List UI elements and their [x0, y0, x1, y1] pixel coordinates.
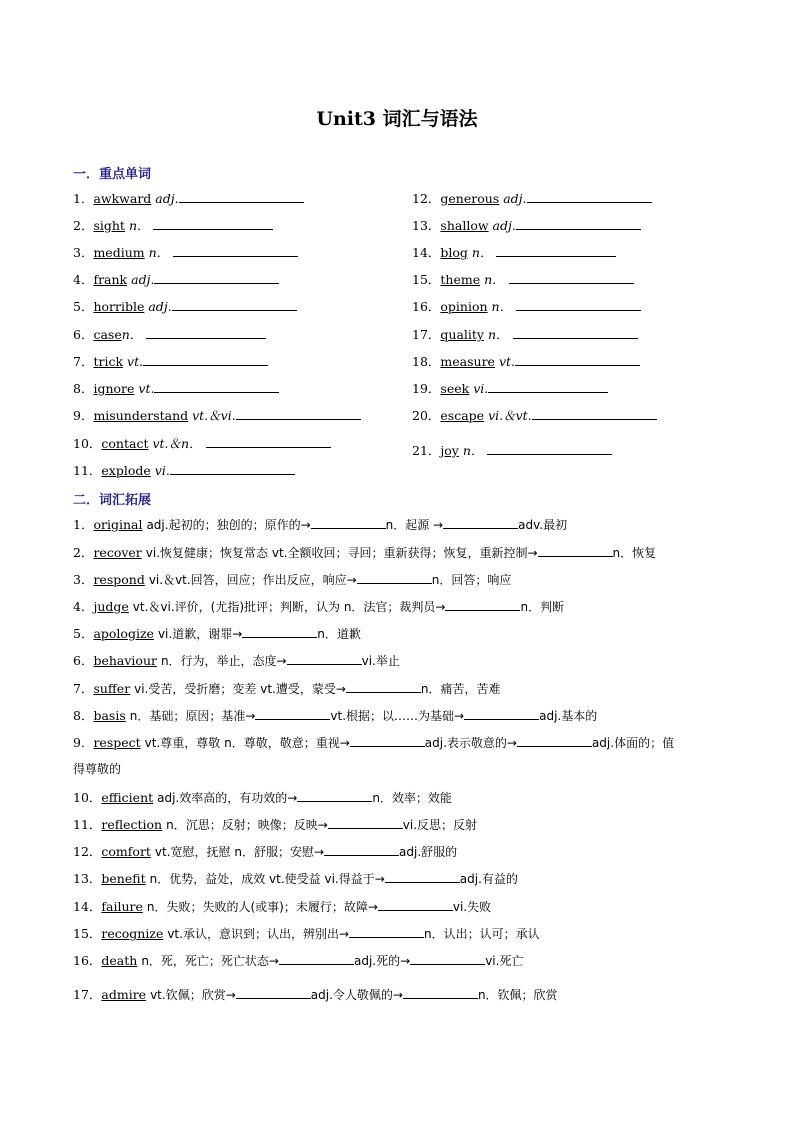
- list-item: 16．opinion n．: [412, 298, 641, 315]
- list-item: 16．death n．死，死亡；死亡状态→ adj.死的→ vi.死亡: [73, 953, 524, 968]
- answer-blank[interactable]: [170, 462, 295, 475]
- answer-blank[interactable]: [173, 244, 298, 257]
- answer-blank[interactable]: [206, 435, 331, 448]
- list-item: 19．seek vi.: [412, 380, 608, 397]
- list-item: 13．benefit n．优势，益处，成效 vt.使受益 vi.得益于→ adj.有益的: [73, 871, 518, 886]
- list-item: 20．escape vi.＆vt.: [412, 407, 657, 424]
- list-item: 3．medium n．: [73, 244, 298, 261]
- list-item: 6．behaviour n．行为，举止，态度→ vi.举止: [73, 653, 400, 668]
- list-item: 2．recover vi.恢复健康；恢复常态 vt.全额收回；寻回；重新获得；恢复，重新控制→ n．恢复: [73, 545, 657, 560]
- answer-blank[interactable]: [488, 380, 608, 393]
- answer-blank[interactable]: [357, 571, 432, 584]
- answer-blank[interactable]: [403, 986, 478, 999]
- answer-blank[interactable]: [496, 244, 616, 257]
- answer-blank[interactable]: [328, 816, 403, 829]
- answer-blank[interactable]: [236, 986, 311, 999]
- list-item: 6．casen．: [73, 326, 266, 343]
- list-item: 9．misunderstand vt.＆vi.: [73, 407, 361, 424]
- answer-blank[interactable]: [324, 843, 399, 856]
- answer-blank[interactable]: [410, 952, 485, 965]
- list-item: 9．respect vt.尊重，尊敬 n．尊敬，敬意；重视→ adj.表示敬意的→ adj.体面的；值: [73, 735, 675, 750]
- page-title: Unit3 词汇与语法: [316, 108, 478, 130]
- answer-blank[interactable]: [179, 190, 304, 203]
- list-item: 15．recognize vt.承认，意识到；认出，辨别出→ n．认出；认可；承认: [73, 926, 540, 941]
- list-item: 21．joy n．: [412, 442, 612, 459]
- answer-blank[interactable]: [154, 271, 279, 284]
- list-item: 10．contact vt.＆n．: [73, 435, 331, 452]
- answer-blank[interactable]: [236, 407, 361, 420]
- list-item: 14．blog n．: [412, 244, 616, 261]
- answer-blank[interactable]: [311, 516, 386, 529]
- answer-blank[interactable]: [255, 707, 330, 720]
- answer-blank[interactable]: [154, 380, 279, 393]
- answer-blank[interactable]: [445, 598, 520, 611]
- answer-blank[interactable]: [509, 271, 634, 284]
- section-heading-key-words: 一．重点单词: [73, 167, 152, 182]
- answer-blank[interactable]: [513, 326, 638, 339]
- answer-blank[interactable]: [153, 217, 273, 230]
- list-item: 4．frank adj.: [73, 271, 279, 288]
- answer-blank[interactable]: [516, 217, 641, 230]
- list-item: 5．horrible adj.: [73, 298, 297, 315]
- answer-blank[interactable]: [464, 707, 539, 720]
- list-item: 2．sight n．: [73, 217, 273, 234]
- answer-blank[interactable]: [527, 190, 652, 203]
- answer-blank[interactable]: [443, 516, 518, 529]
- answer-blank[interactable]: [146, 326, 266, 339]
- answer-blank[interactable]: [143, 353, 268, 366]
- answer-blank[interactable]: [287, 652, 362, 665]
- list-item: 12．comfort vt.宽慰，抚慰 n．舒服；安慰→ adj.舒服的: [73, 844, 458, 859]
- list-item: 1．awkward adj.: [73, 190, 304, 207]
- list-item-continuation: 得尊敬的: [73, 762, 122, 776]
- answer-blank[interactable]: [517, 734, 592, 747]
- answer-blank[interactable]: [538, 544, 613, 557]
- answer-blank[interactable]: [350, 734, 425, 747]
- list-item: 3．respond vi.＆vt.回答，回应；作出反应，响应→ n．回答；响应: [73, 572, 512, 587]
- answer-blank[interactable]: [487, 442, 612, 455]
- answer-blank[interactable]: [297, 789, 372, 802]
- answer-blank[interactable]: [172, 298, 297, 311]
- list-item: 10．efficient adj.效率高的，有功效的→ n．效率；效能: [73, 790, 452, 805]
- answer-blank[interactable]: [516, 298, 641, 311]
- list-item: 8．basis n．基础；原因；基准→ vt.根据；以……为基础→ adj.基本的: [73, 708, 598, 723]
- answer-blank[interactable]: [242, 625, 317, 638]
- list-item: 7．trick vt.: [73, 353, 268, 370]
- list-item: 8．ignore vt.: [73, 380, 279, 397]
- answer-blank[interactable]: [532, 407, 657, 420]
- list-item: 14．failure n．失败；失败的人(或事)；未履行；故障→ vi.失败: [73, 899, 492, 914]
- answer-blank[interactable]: [385, 870, 460, 883]
- list-item: 1．original adj.起初的；独创的；原作的→ n．起源 → adv.最初: [73, 517, 568, 532]
- list-item: 15．theme n．: [412, 271, 634, 288]
- list-item: 11．reflection n．沉思；反射；映像；反映→ vi.反思；反射: [73, 817, 478, 832]
- answer-blank[interactable]: [349, 925, 424, 938]
- list-item: 17．admire vt.钦佩；欣赏→ adj.令人敬佩的→ n．钦佩；欣赏: [73, 987, 558, 1002]
- list-item: 5．apologize vi.道歉，谢罪→ n．道歉: [73, 626, 361, 641]
- list-item: 11．explode vi.: [73, 462, 295, 479]
- list-item: 4．judge vt.＆vi.评价，(尤指)批评；判断，认为 n．法官；裁判员→ n．判断: [73, 599, 565, 614]
- list-item: 12．generous adj.: [412, 190, 652, 207]
- list-item: 17．quality n．: [412, 326, 638, 343]
- answer-blank[interactable]: [515, 353, 640, 366]
- answer-blank[interactable]: [346, 680, 421, 693]
- list-item: 7．suffer vi.受苦，受折磨；变差 vt.遭受，蒙受→ n．痛苦，苦难: [73, 681, 501, 696]
- list-item: 13．shallow adj.: [412, 217, 641, 234]
- list-item: 18．measure vt.: [412, 353, 640, 370]
- section-heading-word-expansion: 二．词汇拓展: [73, 493, 152, 508]
- answer-blank[interactable]: [378, 898, 453, 911]
- answer-blank[interactable]: [279, 952, 354, 965]
